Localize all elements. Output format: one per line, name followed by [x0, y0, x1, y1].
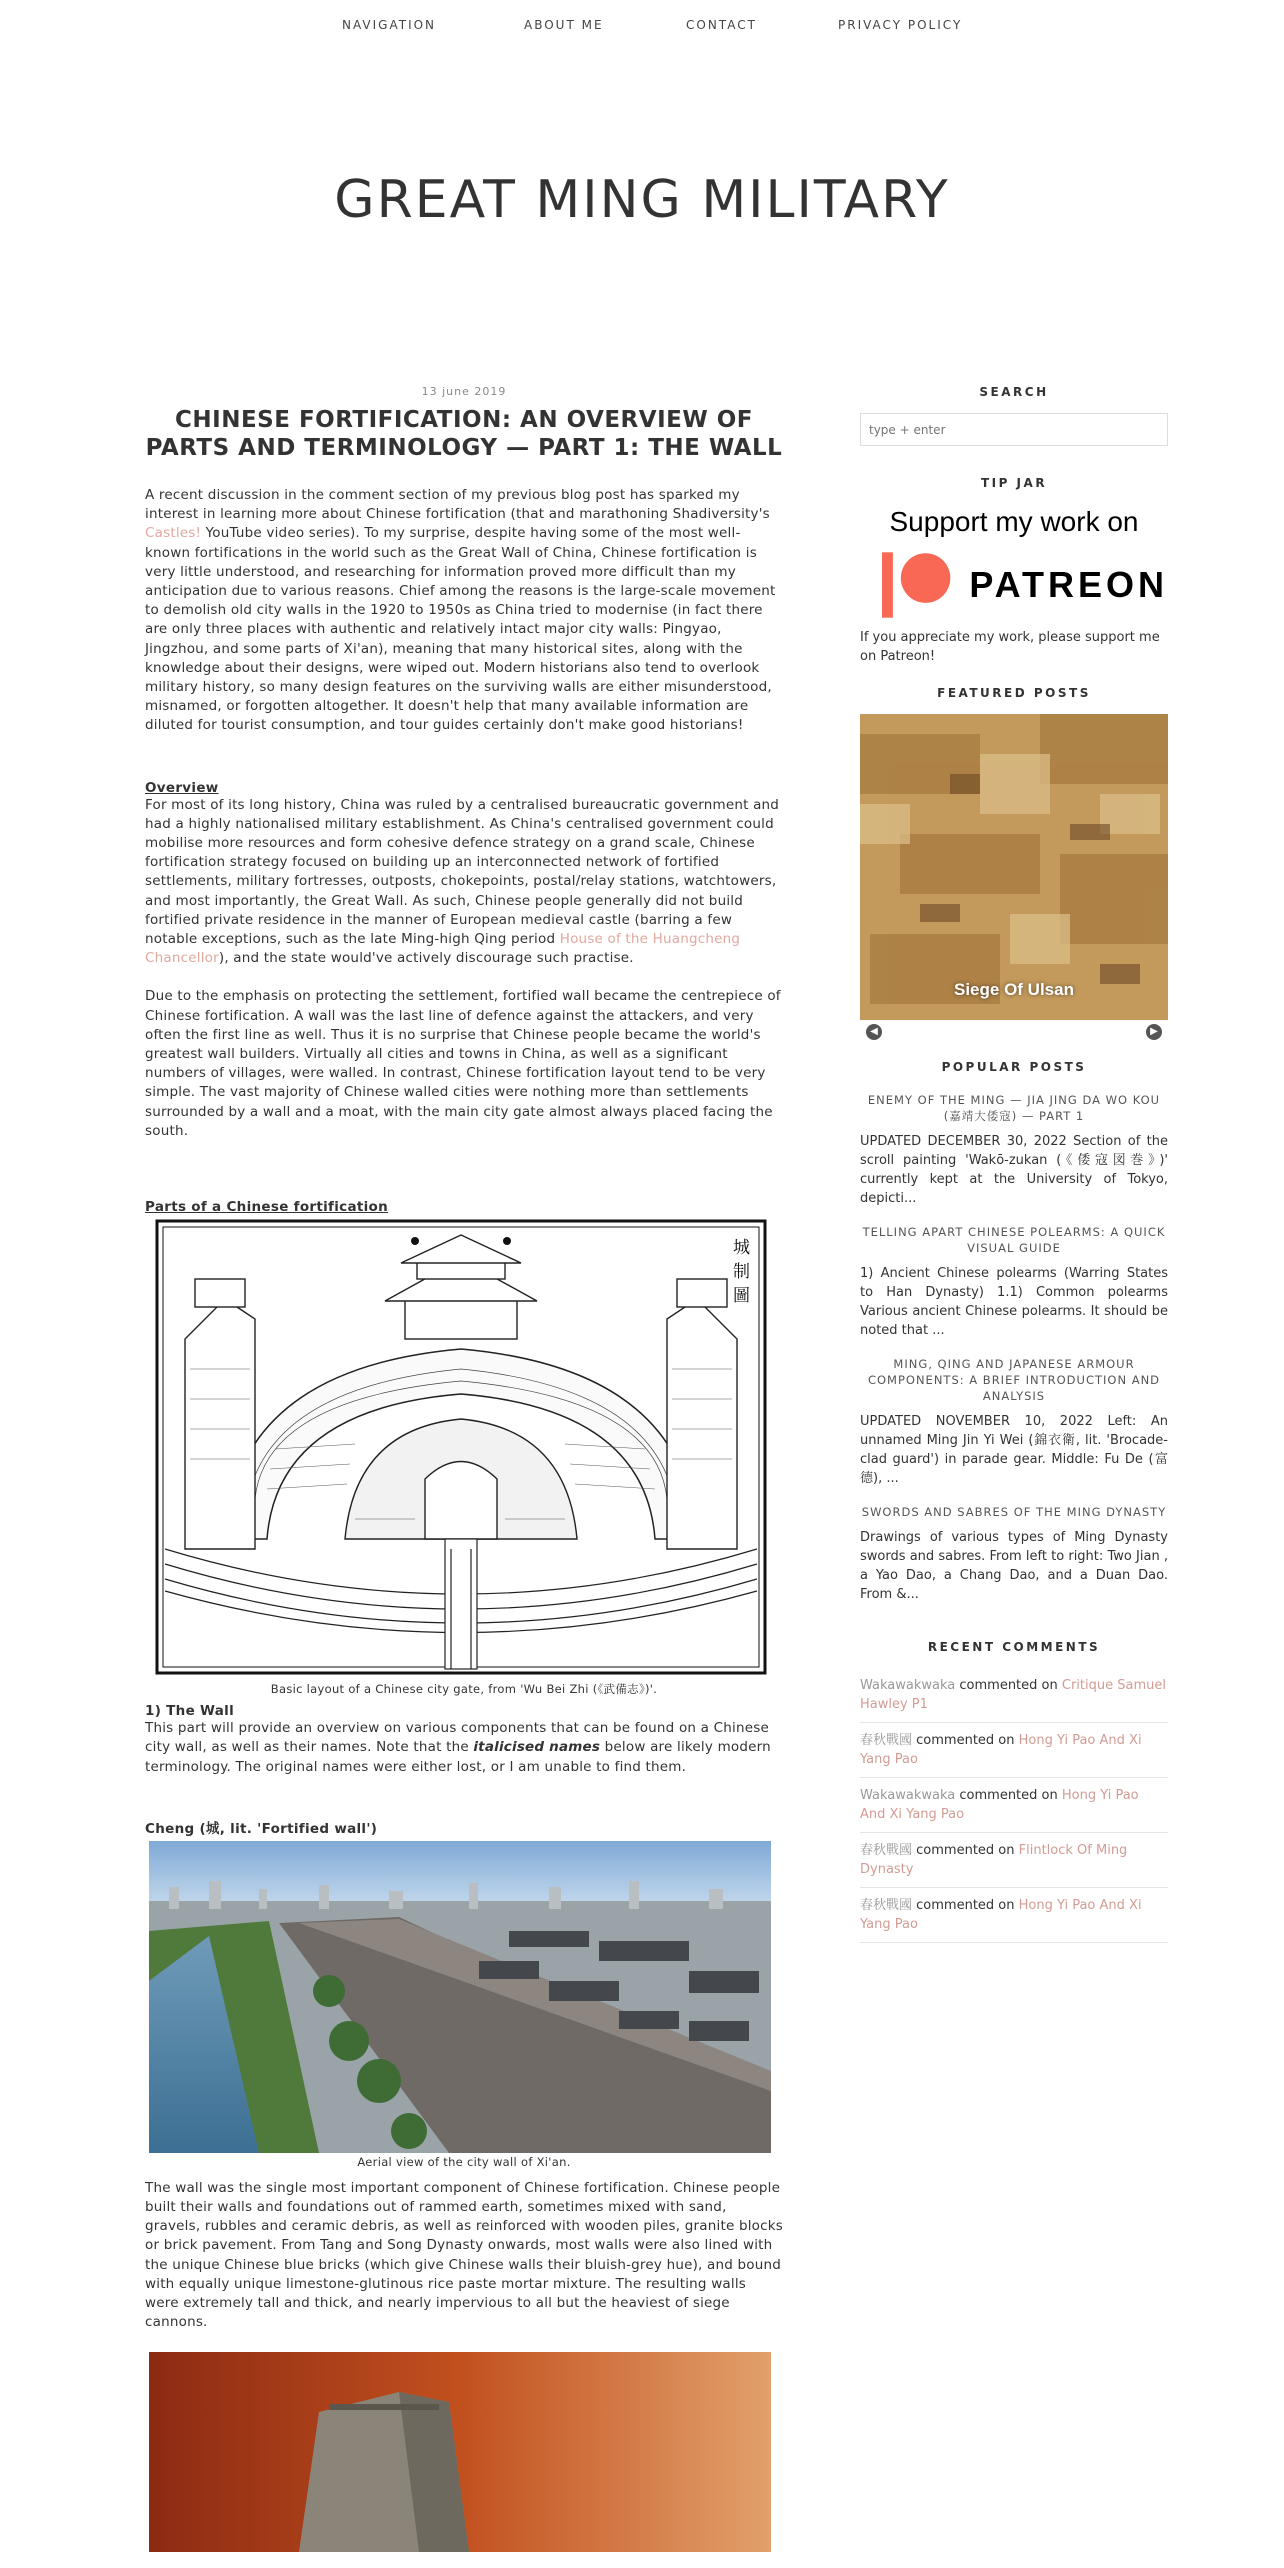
figure-xian-wall: [145, 1841, 783, 2153]
nav-about-me[interactable]: ABOUT ME: [524, 18, 604, 32]
comment-item: [860, 1833, 1168, 1888]
popular-post-title[interactable]: TELLING APART CHINESE POLEARMS: A QUICK VISUAL GUIDE: [862, 1225, 1166, 1255]
wall-model-photo[interactable]: [149, 2352, 771, 2552]
popular-post: [860, 1504, 1168, 1604]
popular-post: [860, 1092, 1168, 1208]
figure-city-gate-caption: Basic layout of a Chinese city gate, from 'Wu Bei Zhi (《武備志》)'.: [270, 1682, 658, 1697]
comment-item: [860, 1723, 1168, 1778]
comment-author[interactable]: 春秋戰國: [860, 1843, 913, 1858]
top-navigation: [0, 18, 1284, 38]
site-title[interactable]: GREAT MING MILITARY: [334, 170, 950, 230]
tip-jar-text: If you appreciate my work, please support me on Patreon!: [860, 630, 1160, 664]
wall-paragraph: The wall was the single most important component of Chinese fortification. Chinese people built their walls and foundations out of rammed earth, sometimes mixed with sand, gravels, rubbles and ceramic debris, as well as reinforced with wooden piles, granite blocks or brick pavement. From Tang and Song Dynasty onwards, most walls were also lined with the unique Chinese blue bricks (which give Chinese walls their bluish-grey hue), and bound with equally unique limestone-glutinous rice paste mortar mixture. The resulting walls were extremely tall and thick, and nearly impervious to all but the heaviest of siege cannons.: [145, 2179, 784, 2331]
overview-text-2: ), and the state would've actively discourage such practise.: [218, 950, 634, 967]
overview-paragraph: [145, 796, 783, 969]
city-gate-woodblock-image[interactable]: [155, 1219, 767, 1675]
commented-on-text: commented on: [916, 1733, 1015, 1748]
commented-on-text: commented on: [959, 1788, 1058, 1803]
intro-text-1: A recent discussion in the comment section of my previous blog post has sparked my interest in learning more about Chinese fortification (that and marathoning Shadiversity's: [145, 487, 770, 523]
nav-navigation[interactable]: NAVIGATION: [342, 18, 437, 32]
patreon-wordmark: PATREON: [969, 564, 1168, 605]
wall-intro-text-2: below are likely modern terminology. The original names were either lost, or I am unable to find them.: [145, 1739, 771, 1775]
post-title[interactable]: CHINESE FORTIFICATION: AN OVERVIEW OF PARTS AND TERMINOLOGY — PART 1: THE WALL: [145, 407, 783, 461]
intro-text-2: YouTube video series). To my surprise, despite having some of the most well-known fortifications in the world such as the Great Wall of China, Chinese fortification is very little understood, and researching for information proved more difficult than my anticipation due to various reasons. Chief among the reasons is the large-scale movement to demolish old city walls in the 1920 to 1950s as China tried to modernise (in fact there are only three places with authentic and relatively intact major city walls: Pingyao, Jingzhou, and some parts of Xi'an), meaning that many historical sites, along with the knowledge about their designs, were wiped out. Modern historians also tend to overlook military history, so many design features on the surviving walls are either misunderstood, misnamed, or forgotten altogether. It doesn't help that many available information are diluted for tourist consumption, and tour guides certainly don't make good historians!: [145, 525, 776, 734]
featured-post-slide[interactable]: [860, 714, 1168, 1020]
wall-heading: 1) The Wall: [145, 1703, 235, 1720]
post-date: 13 june 2019: [421, 385, 507, 398]
castles-link[interactable]: Castles!: [145, 525, 202, 542]
featured-slider-controls: [860, 1024, 1168, 1040]
comment-item: [860, 1668, 1168, 1723]
overview-text-1: For most of its long history, China was ruled by a centralised bureaucratic government and had a highly nationalised military establishment. As China's centralised government could mobilise more resources and form cohesive defence strategy on a grand scale, Chinese fortification strategy focused on building up an interconnected network of fortified settlements, military fortresses, outposts, chokepoints, postal/relay stations, watchtowers, and most importantly, the Great Wall. As such, Chinese people generally did not build fortified private residence in the manner of European medieval castle (barring a few notable exceptions, such as the late Ming-high Qing period: [145, 796, 780, 948]
huangcheng-link[interactable]: House of the Huangcheng Chancellor: [145, 931, 741, 967]
wall-intro-paragraph: [145, 1719, 783, 1777]
popular-post-title[interactable]: MING, QING AND JAPANESE ARMOUR COMPONENTS: A BRIEF INTRODUCTION AND ANALYSIS: [867, 1357, 1161, 1403]
popular-post-snippet: UPDATED NOVEMBER 10, 2022 Left: An unnamed Ming Jin Yi Wei (錦衣衛, lit. 'Brocade-clad guard') in parade gear. Middle: Fu De (富德), ...: [860, 1414, 1168, 1486]
popular-posts-title: POPULAR POSTS: [941, 1060, 1087, 1074]
nav-privacy-policy[interactable]: PRIVACY POLICY: [838, 18, 963, 32]
comment-author[interactable]: 春秋戰國: [860, 1898, 913, 1913]
post-article: [145, 385, 783, 2552]
wall-intro-text-1: This part will provide an overview on various components that can be found on a Chinese city wall, as well as their names. Note that the: [145, 1720, 769, 1756]
patreon-banner[interactable]: [860, 506, 1168, 618]
popular-post-snippet: 1) Ancient Chinese polearms (Warring States to Han Dynasty) 1.1) Common polearms Various ancient Chinese polearms. It should be noted that ...: [860, 1266, 1168, 1338]
comment-author[interactable]: 春秋戰國: [860, 1733, 913, 1748]
patreon-logo[interactable]: [860, 552, 1168, 618]
commented-on-text: commented on: [959, 1678, 1058, 1693]
emphasis-paragraph: Due to the emphasis on protecting the settlement, fortified wall became the centrepiece of Chinese fortification. A wall was the last line of defence against the attackers, and very often the first line as well. Thus it is no surprise that Chinese people became the world's greatest wall builders. Virtually all cities and towns in China, as well as a significant numbers of villages, were walled. In contrast, Chinese fortification layout tend to be very simple. The vast majority of Chinese walled cities were nothing more than settlements surrounded by a wall and a moat, with the main city gate almost always placed facing the south.: [145, 988, 781, 1139]
wall-intro-emphasis: italicised names: [473, 1739, 601, 1756]
figure-xian-caption: Aerial view of the city wall of Xi'an.: [357, 2154, 571, 2169]
comment-post-link[interactable]: Hong Yi Pao And Xi Yang Pao: [860, 1898, 1142, 1932]
comment-item: [860, 1778, 1168, 1833]
patreon-heading: Support my work on: [889, 506, 1139, 537]
commented-on-text: commented on: [916, 1843, 1015, 1858]
commented-on-text: commented on: [916, 1898, 1015, 1913]
popular-post-snippet: Drawings of various types of Ming Dynasty swords and sabres. From left to right: Two Jian , a Yao Dao, a Chang Dao, and a Duan Dao. From &...: [860, 1530, 1168, 1602]
figure-title-char-2: 制: [733, 1262, 750, 1283]
search-widget-title: SEARCH: [979, 385, 1049, 399]
figure-city-gate: [145, 1219, 783, 1675]
comment-post-link[interactable]: Hong Yi Pao And Xi Yang Pao: [860, 1733, 1142, 1767]
patreon-icon: [882, 552, 953, 618]
comment-post-link[interactable]: Critique Samuel Hawley P1: [860, 1678, 1166, 1712]
figure-wall-model: [145, 2352, 783, 2552]
comment-item: [860, 1888, 1168, 1943]
xian-aerial-photo[interactable]: [149, 1841, 771, 2153]
previous-arrow-icon[interactable]: ◀: [866, 1024, 882, 1040]
popular-post: [860, 1356, 1168, 1488]
popular-post-snippet: UPDATED DECEMBER 30, 2022 Section of the scroll painting 'Wakō-zukan (《倭寇図巻》)' currently kept at the University of Tokyo, depicti...: [860, 1134, 1168, 1206]
intro-paragraph: [145, 486, 783, 736]
popular-post-title[interactable]: SWORDS AND SABRES OF THE MING DYNASTY: [861, 1505, 1167, 1519]
nav-contact[interactable]: CONTACT: [686, 18, 757, 32]
popular-post: [860, 1224, 1168, 1340]
comment-post-link[interactable]: Hong Yi Pao And Xi Yang Pao: [860, 1788, 1139, 1822]
search-input[interactable]: [860, 413, 1168, 446]
next-arrow-icon[interactable]: ▶: [1146, 1024, 1162, 1040]
figure-title-char-3: 圖: [733, 1286, 750, 1307]
overview-heading: Overview: [145, 779, 219, 796]
recent-comments-list: [860, 1668, 1168, 1943]
parts-heading: Parts of a Chinese fortification: [145, 1199, 389, 1216]
comment-post-link[interactable]: Flintlock Of Ming Dynasty: [860, 1843, 1128, 1877]
recent-comments-title: RECENT COMMENTS: [927, 1640, 1101, 1654]
popular-post-title[interactable]: ENEMY OF THE MING — JIA JING DA WO KOU (嘉靖大倭寇) — PART 1: [867, 1093, 1161, 1123]
siege-of-ulsan-painting: [860, 714, 1168, 1020]
comment-author[interactable]: Wakawakwaka: [860, 1678, 956, 1693]
sidebar: [860, 385, 1168, 1943]
comment-author[interactable]: Wakawakwaka: [860, 1788, 956, 1803]
cheng-heading: Cheng (城, lit. 'Fortified wall'): [145, 1820, 378, 1837]
featured-posts-title: FEATURED POSTS: [937, 686, 1091, 700]
figure-title-char-1: 城: [733, 1238, 750, 1259]
featured-post-caption[interactable]: Siege Of Ulsan: [954, 980, 1074, 999]
tip-jar-title: TIP JAR: [980, 476, 1048, 490]
